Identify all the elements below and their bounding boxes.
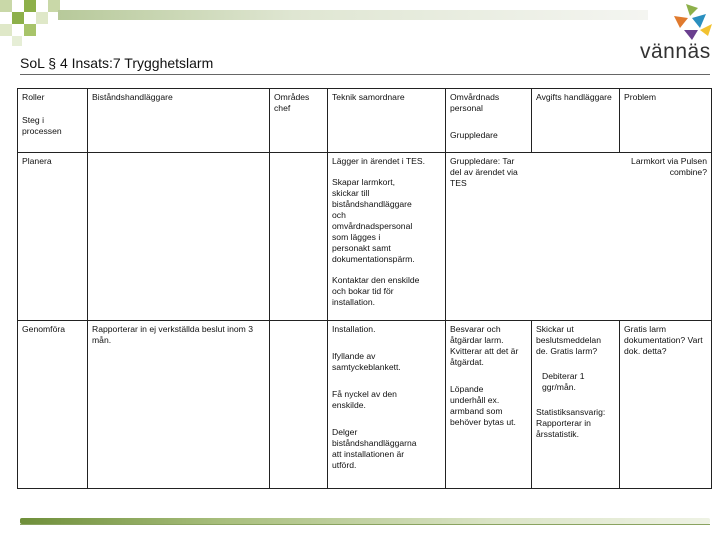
genomfora-omvard-1: Besvarar och åtgärdar larm. Kvitterar att det är åtgärdat. bbox=[450, 324, 519, 367]
header-bistand: Biståndshandläggare bbox=[88, 89, 270, 153]
footer-line bbox=[20, 524, 710, 525]
vannas-logo-icon bbox=[670, 2, 714, 42]
table-row-genomfora bbox=[18, 321, 712, 489]
header-problem: Problem bbox=[620, 89, 712, 153]
planera-teknik-2: Skapar larmkort, skickar till biståndshandläggare och omvårdnadspersonal som lägges i personakt samt dokumentationspärm. bbox=[332, 177, 415, 264]
planera-omvard: Gruppledare: Tar del av ärendet via TES bbox=[446, 153, 532, 321]
planera-omrades bbox=[270, 153, 328, 321]
logo-text: vännäs bbox=[640, 40, 711, 63]
step-planera: Planera bbox=[18, 153, 88, 321]
genomfora-teknik-1: Installation. bbox=[332, 324, 376, 334]
genomfora-teknik-3: Få nyckel av den enskilde. bbox=[332, 389, 397, 410]
genomfora-bistand: Rapporterar in ej verkställda beslut inom 3 mån. bbox=[88, 321, 270, 489]
table-header-row bbox=[18, 89, 712, 153]
page-title: SoL § 4 Insats:7 Trygghetslarm bbox=[20, 55, 214, 71]
process-table bbox=[17, 88, 712, 489]
genomfora-omrades bbox=[270, 321, 328, 489]
table-row-planera bbox=[18, 153, 712, 321]
genomfora-problem: Gratis larm dokumentation? Vart dok. detta? bbox=[620, 321, 712, 489]
planera-avgift bbox=[532, 153, 620, 321]
genomfora-avgift-1: Skickar ut beslutsmeddelan de. Gratis larm? bbox=[536, 324, 601, 356]
genomfora-omvard bbox=[446, 321, 532, 489]
header-steg: Steg i processen bbox=[22, 115, 62, 136]
header-gradient-bar bbox=[58, 10, 648, 20]
header-roller: Roller bbox=[22, 92, 45, 102]
genomfora-omvard-2: Löpande underhåll ex. armband som behöver bytas ut. bbox=[450, 384, 516, 427]
title-divider bbox=[20, 74, 710, 75]
step-genomfora: Genomföra bbox=[18, 321, 88, 489]
header-avgift: Avgifts handläggare bbox=[532, 89, 620, 153]
genomfora-teknik bbox=[328, 321, 446, 489]
header-teknik: Teknik samordnare bbox=[328, 89, 446, 153]
genomfora-avgift-3: Statistiksansvarig: Rapporterar in årsstatistik. bbox=[536, 407, 606, 439]
planera-teknik bbox=[328, 153, 446, 321]
header-omrades: Områdes chef bbox=[270, 89, 328, 153]
genomfora-teknik-4: Delger biståndshandläggarna att installationen är utförd. bbox=[332, 427, 417, 470]
header-omvard: Omvårdnads personal bbox=[450, 92, 500, 113]
genomfora-avgift-2: Debiterar 1 ggr/mån. bbox=[542, 371, 585, 392]
genomfora-teknik-2: Ifyllande av samtyckeblankett. bbox=[332, 351, 401, 372]
planera-bistand bbox=[88, 153, 270, 321]
planera-problem: Larmkort via Pulsen combine? bbox=[620, 153, 712, 321]
header-omvard-cell bbox=[446, 89, 532, 153]
planera-teknik-1: Lägger in ärendet i TES. bbox=[332, 156, 425, 166]
genomfora-avgift bbox=[532, 321, 620, 489]
header-roller-cell bbox=[18, 89, 88, 153]
planera-teknik-3: Kontaktar den enskilde och bokar tid för installation. bbox=[332, 275, 420, 307]
checkered-pattern-icon bbox=[0, 0, 62, 46]
header-gruppledare: Gruppledare bbox=[450, 130, 498, 140]
